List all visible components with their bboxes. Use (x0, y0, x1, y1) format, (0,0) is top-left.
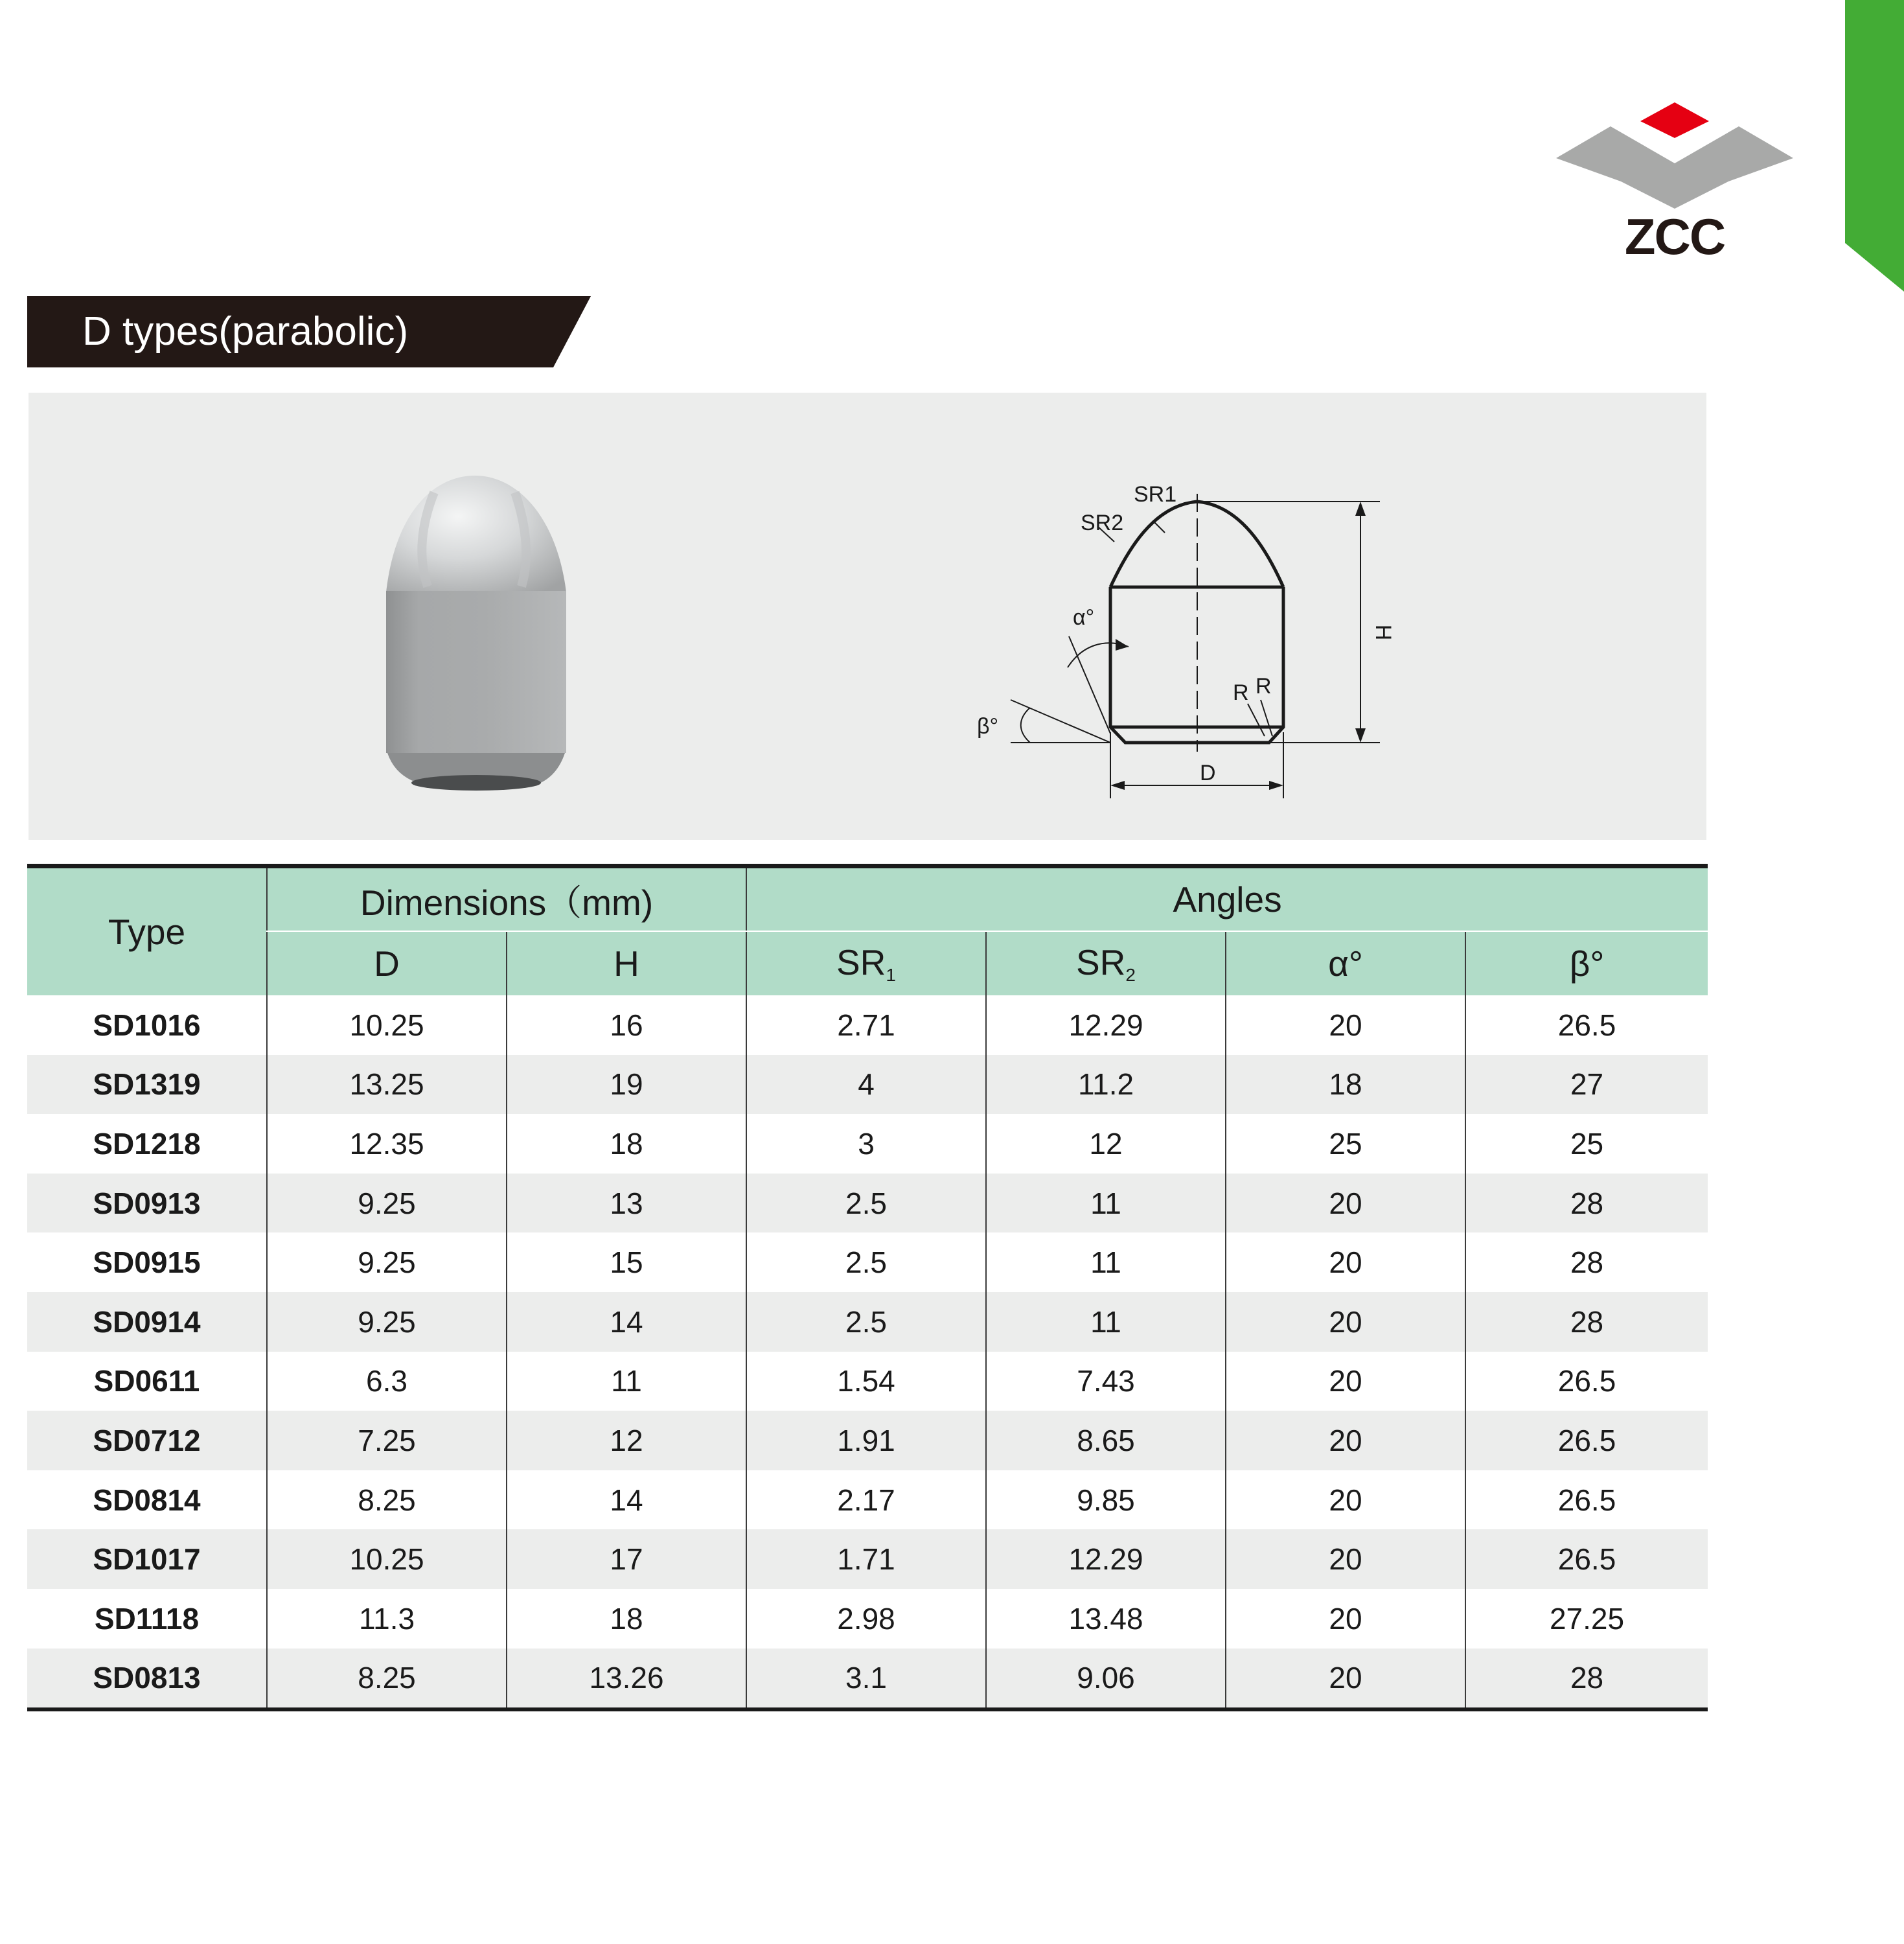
cell-type: SD0712 (27, 1411, 267, 1470)
cell-d: 6.3 (267, 1352, 507, 1411)
cell-beta: 28 (1465, 1232, 1708, 1292)
header-sr1 (746, 931, 986, 995)
table-header-row-columns (27, 931, 1708, 995)
cell-d: 9.25 (267, 1292, 507, 1352)
cell-alpha: 20 (1226, 1232, 1465, 1292)
cell-alpha: 20 (1226, 995, 1465, 1055)
cell-sr2: 9.85 (986, 1470, 1226, 1530)
cell-beta: 27.25 (1465, 1589, 1708, 1649)
spec-table (27, 864, 1708, 1711)
cell-h: 16 (507, 995, 746, 1055)
cell-sr1: 2.17 (746, 1470, 986, 1530)
cell-type: SD0814 (93, 1483, 201, 1517)
cell-d: 8.25 (267, 1649, 507, 1710)
table-row (27, 1589, 1708, 1649)
header-d: D (267, 931, 507, 995)
cell-d: 7.25 (267, 1411, 507, 1470)
section-title: D types(parabolic) (82, 309, 409, 354)
cell-h: 14 (507, 1470, 746, 1530)
header-beta: β° (1465, 931, 1708, 995)
cell-sr1: 2.98 (746, 1589, 986, 1649)
cell-alpha: 25 (1226, 1114, 1465, 1174)
cell-alpha: 20 (1226, 1174, 1465, 1233)
table-row (27, 1470, 1708, 1530)
header-sr1-sub: 1 (886, 965, 896, 985)
cell-beta: 26.5 (1465, 995, 1708, 1055)
header-alpha: α° (1226, 931, 1465, 995)
cell-sr1: 1.71 (746, 1529, 986, 1589)
cell-d: 9.25 (267, 1174, 507, 1233)
cell-sr2: 9.06 (986, 1649, 1226, 1710)
table-row (27, 1055, 1708, 1115)
cell-d: 13.25 (267, 1055, 507, 1115)
zcc-logo (1555, 97, 1795, 259)
cell-d: 11.3 (267, 1589, 507, 1649)
cell-sr1: 2.5 (746, 1292, 986, 1352)
cell-d: 10.25 (267, 995, 507, 1055)
header-sr2-base: SR (1076, 942, 1126, 982)
header-type: Type (27, 866, 267, 996)
cell-sr2: 8.65 (986, 1411, 1226, 1470)
cell-h: 17 (507, 1529, 746, 1589)
label-d: D (1200, 761, 1216, 785)
cell-type: SD1017 (27, 1529, 267, 1589)
cell-sr1: 4 (746, 1055, 986, 1115)
cell-h: 11 (507, 1352, 746, 1411)
cell-beta: 27 (1465, 1055, 1708, 1115)
cell-beta: 25 (1465, 1114, 1708, 1174)
cell-sr1: 2.5 (746, 1232, 986, 1292)
cell-h: 13.26 (507, 1649, 746, 1710)
table-row (27, 1529, 1708, 1589)
cell-sr1: 3 (746, 1114, 986, 1174)
header-angles: Angles (746, 866, 1708, 932)
cell-h: 15 (507, 1232, 746, 1292)
cell-alpha: 20 (1226, 1649, 1465, 1710)
cell-d: 8.25 (267, 1470, 507, 1530)
cell-beta: 28 (1465, 1292, 1708, 1352)
label-beta: β° (977, 714, 999, 739)
cell-h: 13 (507, 1174, 746, 1233)
header-h: H (507, 931, 746, 995)
cell-h: 14 (507, 1292, 746, 1352)
label-r-1: R (1233, 680, 1249, 705)
cell-h: 19 (507, 1055, 746, 1115)
table-row (27, 1174, 1708, 1233)
cell-sr1: 2.71 (746, 995, 986, 1055)
button-bit-photo (356, 454, 602, 791)
cell-sr1: 3.1 (746, 1649, 986, 1710)
cell-sr2: 12.29 (986, 995, 1226, 1055)
cell-beta: 26.5 (1465, 1352, 1708, 1411)
cell-sr2: 11 (986, 1232, 1226, 1292)
cell-h: 18 (507, 1114, 746, 1174)
cell-type: SD0915 (93, 1245, 201, 1280)
cell-type: SD0611 (93, 1364, 200, 1398)
label-alpha: α° (1073, 605, 1095, 630)
cell-alpha: 20 (1226, 1589, 1465, 1649)
cell-type: SD1218 (93, 1126, 201, 1161)
cell-sr2: 12.29 (986, 1529, 1226, 1589)
cell-h: 18 (507, 1589, 746, 1649)
cell-sr2: 11 (986, 1174, 1226, 1233)
illustration-panel (29, 393, 1706, 840)
cell-sr2: 11.2 (986, 1055, 1226, 1115)
label-sr2: SR2 (1081, 511, 1124, 535)
spec-table-container (27, 864, 1708, 1711)
cell-alpha: 20 (1226, 1529, 1465, 1589)
cell-sr1: 2.5 (746, 1174, 986, 1233)
cell-alpha: 18 (1226, 1055, 1465, 1115)
cell-beta: 28 (1465, 1649, 1708, 1710)
cell-d: 12.35 (267, 1114, 507, 1174)
table-row (27, 995, 1708, 1055)
cell-alpha: 20 (1226, 1292, 1465, 1352)
cell-d: 10.25 (267, 1529, 507, 1589)
cell-sr2: 7.43 (986, 1352, 1226, 1411)
cell-type: SD0914 (27, 1292, 267, 1352)
cell-beta: 26.5 (1465, 1529, 1708, 1589)
cell-beta: 28 (1465, 1174, 1708, 1233)
cell-alpha: 20 (1226, 1352, 1465, 1411)
cell-sr2: 12 (986, 1114, 1226, 1174)
table-row (27, 1114, 1708, 1174)
corner-accent-tab (1845, 0, 1904, 292)
cell-sr1: 1.91 (746, 1411, 986, 1470)
cell-alpha: 20 (1226, 1470, 1465, 1530)
cell-alpha: 20 (1226, 1411, 1465, 1470)
label-h: H (1371, 624, 1395, 641)
table-row (27, 1232, 1708, 1292)
table-row (27, 1292, 1708, 1352)
cell-sr1: 1.54 (746, 1352, 986, 1411)
table-row (27, 1352, 1708, 1411)
cell-h: 12 (507, 1411, 746, 1470)
header-sr2-sub: 2 (1125, 965, 1136, 985)
logo-wordmark: ZCC (1624, 208, 1725, 259)
table-row (27, 1649, 1708, 1710)
header-sr2 (986, 931, 1226, 995)
cell-type: SD1118 (94, 1601, 200, 1636)
cell-type: SD0813 (27, 1649, 267, 1710)
header-sr1-base: SR (836, 942, 886, 982)
cell-type: SD1319 (27, 1055, 267, 1115)
cell-sr2: 13.48 (986, 1589, 1226, 1649)
cell-beta: 26.5 (1465, 1411, 1708, 1470)
header-dimensions: Dimensions（mm) (267, 866, 746, 932)
cell-type: SD0913 (27, 1174, 267, 1233)
dimension-drawing (959, 454, 1412, 816)
cell-d: 9.25 (267, 1232, 507, 1292)
table-row (27, 1411, 1708, 1470)
cell-beta: 26.5 (1465, 1470, 1708, 1530)
cell-type: SD1016 (93, 1008, 201, 1042)
label-r-2: R (1256, 674, 1272, 699)
cell-sr2: 11 (986, 1292, 1226, 1352)
label-sr1: SR1 (1134, 482, 1177, 507)
table-header-row-group (27, 866, 1708, 932)
